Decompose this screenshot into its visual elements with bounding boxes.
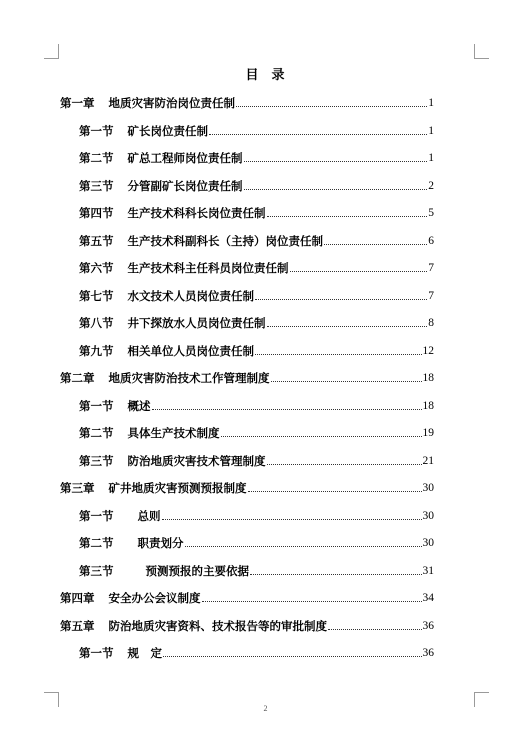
toc-entry-title: 分管副矿长岗位责任制 [127,178,243,193]
toc-leader-dots [250,573,422,575]
toc-entry-title: 防治地质灾害资料、技术报告等的审批制度 [108,618,327,633]
toc-entry-title: 地质灾害防治岗位责任制 [108,96,235,110]
toc-entry-page-number: 30 [422,509,434,522]
toc-entry-title: 总则 [137,508,161,523]
toc-section-entry[interactable] [79,342,434,358]
toc-title-left: 目 [245,68,260,83]
toc-leader-dots [152,408,422,410]
toc-entry-page-number: 30 [422,482,434,494]
toc-entry-title: 井下探放水人员岗位责任制 [127,316,266,330]
toc-entry-title: 生产技术科科长岗位责任制 [127,206,266,220]
toc-leader-dots [267,325,428,327]
toc-entry-number: 第三节 [79,178,114,193]
toc-entry-title: 具体生产技术制度 [127,426,220,440]
toc-section-entry[interactable] [79,314,434,330]
toc-entry-title: 职责划分 [137,536,184,550]
crop-mark-top-left [44,44,59,59]
toc-entry-page-number: 1 [428,97,434,109]
toc-entry-number: 第五节 [79,233,114,248]
toc-leader-dots [244,160,428,162]
toc-entry-number: 第二节 [79,426,114,440]
toc-entry-page-number: 36 [422,619,434,632]
toc-entry-page-number: 8 [428,317,434,329]
toc-leader-dots [324,243,427,245]
toc-entry-number: 第五章 [60,618,95,633]
toc-section-entry[interactable] [79,122,434,138]
toc-entry-page-number: 18 [422,399,434,412]
toc-section-entry[interactable] [79,424,434,440]
toc-entry-title: 生产技术科副科长（主持）岗位责任制 [127,233,323,248]
crop-mark-top-right [474,44,489,59]
toc-leader-dots [290,270,428,272]
toc-entry-page-number: 6 [428,234,434,247]
toc-chapter-entry[interactable] [60,617,434,633]
toc-entry-title: 相关单位人员岗位责任制 [127,343,254,358]
toc-entry-title: 地质灾害防治技术工作管理制度 [108,371,270,385]
toc-chapter-entry[interactable] [60,479,434,495]
toc-entry-page-number: 31 [422,564,434,577]
toc-section-entry[interactable] [79,562,434,578]
toc-entry-title: 矿总工程师岗位责任制 [127,151,243,165]
toc-leader-dots [202,600,422,602]
toc-entry-title: 矿井地质灾害预测预报制度 [108,481,247,495]
toc-entry-page-number: 36 [422,647,434,659]
toc-entry-number: 第二章 [60,371,95,385]
toc-entry-page-number: 1 [428,152,434,164]
toc-section-entry[interactable] [79,232,434,248]
toc-leader-dots [162,518,422,520]
toc-chapter-entry[interactable] [60,589,434,605]
toc-entry-number: 第六节 [79,261,114,275]
toc-entry-title: 防治地质灾害技术管理制度 [127,453,266,468]
toc-entry-number: 第一节 [79,646,114,660]
toc-entry-page-number: 12 [422,344,434,357]
toc-leader-dots [163,655,422,657]
toc-chapter-entry[interactable] [60,369,434,385]
toc-entry-title: 生产技术科主任科员岗位责任制 [127,261,289,275]
toc-section-entry[interactable] [79,177,434,193]
toc-entry-title: 预测预报的主要依据 [145,563,249,578]
toc-section-entry[interactable] [79,259,434,275]
toc-entry-number: 第二节 [79,151,114,165]
toc-leader-dots [244,188,428,190]
toc-entry-page-number: 5 [428,207,434,219]
toc-chapter-entry[interactable] [60,94,434,110]
toc-section-entry[interactable] [79,452,434,468]
toc-leader-dots [209,133,427,135]
toc-entry-number: 第一节 [79,123,114,138]
toc-entry-number: 第九节 [79,343,114,358]
toc-entry-page-number: 1 [428,124,434,137]
toc-leader-dots [236,105,427,107]
toc-entry-page-number: 30 [422,537,434,549]
toc-entry-page-number: 18 [422,372,434,384]
toc-entry-number: 第一章 [60,96,95,110]
toc-section-entry[interactable] [79,287,434,303]
toc-section-entry[interactable] [79,507,434,523]
toc-entry-number: 第一节 [79,398,114,413]
toc-leader-dots [221,435,422,437]
toc-leader-dots [185,545,422,547]
toc-entry-page-number: 21 [422,454,434,467]
toc-entry-number: 第二节 [79,536,114,550]
toc-section-entry[interactable] [79,644,434,660]
toc-leader-dots [248,490,422,492]
toc-entry-title: 概述 [127,398,151,413]
toc-entry-number: 第三节 [79,563,114,578]
toc-entry-number: 第七节 [79,288,114,303]
toc-leader-dots [255,298,427,300]
toc-leader-dots [328,628,422,630]
toc-entry-title: 矿长岗位责任制 [127,123,208,138]
toc-title-right: 录 [271,68,286,83]
toc-entry-number: 第四节 [79,206,114,220]
toc-entry-page-number: 7 [428,262,434,274]
toc-entry-title: 规 定 [127,646,162,660]
footer-page-number: 2 [263,704,268,713]
toc-entry-page-number: 7 [428,289,434,302]
toc-section-entry[interactable] [79,397,434,413]
toc-section-entry[interactable] [79,534,434,550]
toc-leader-dots [271,380,422,382]
toc-entry-title: 安全办公会议制度 [108,591,201,605]
toc-leader-dots [267,463,422,465]
toc-entry-number: 第一节 [79,508,114,523]
toc-leader-dots [255,353,422,355]
toc-section-entry[interactable] [79,204,434,220]
toc-entry-title: 水文技术人员岗位责任制 [127,288,254,303]
toc-entry-number: 第四章 [60,591,95,605]
toc-entry-page-number: 2 [428,179,434,192]
toc-entry-page-number: 19 [422,427,434,439]
toc-leader-dots [267,215,428,217]
toc-section-entry[interactable] [79,149,434,165]
toc-entry-number: 第八节 [79,316,114,330]
toc-entry-page-number: 34 [422,592,434,604]
toc-entry-number: 第三章 [60,481,95,495]
toc-entry-number: 第三节 [79,453,114,468]
toc-title [0,64,531,83]
